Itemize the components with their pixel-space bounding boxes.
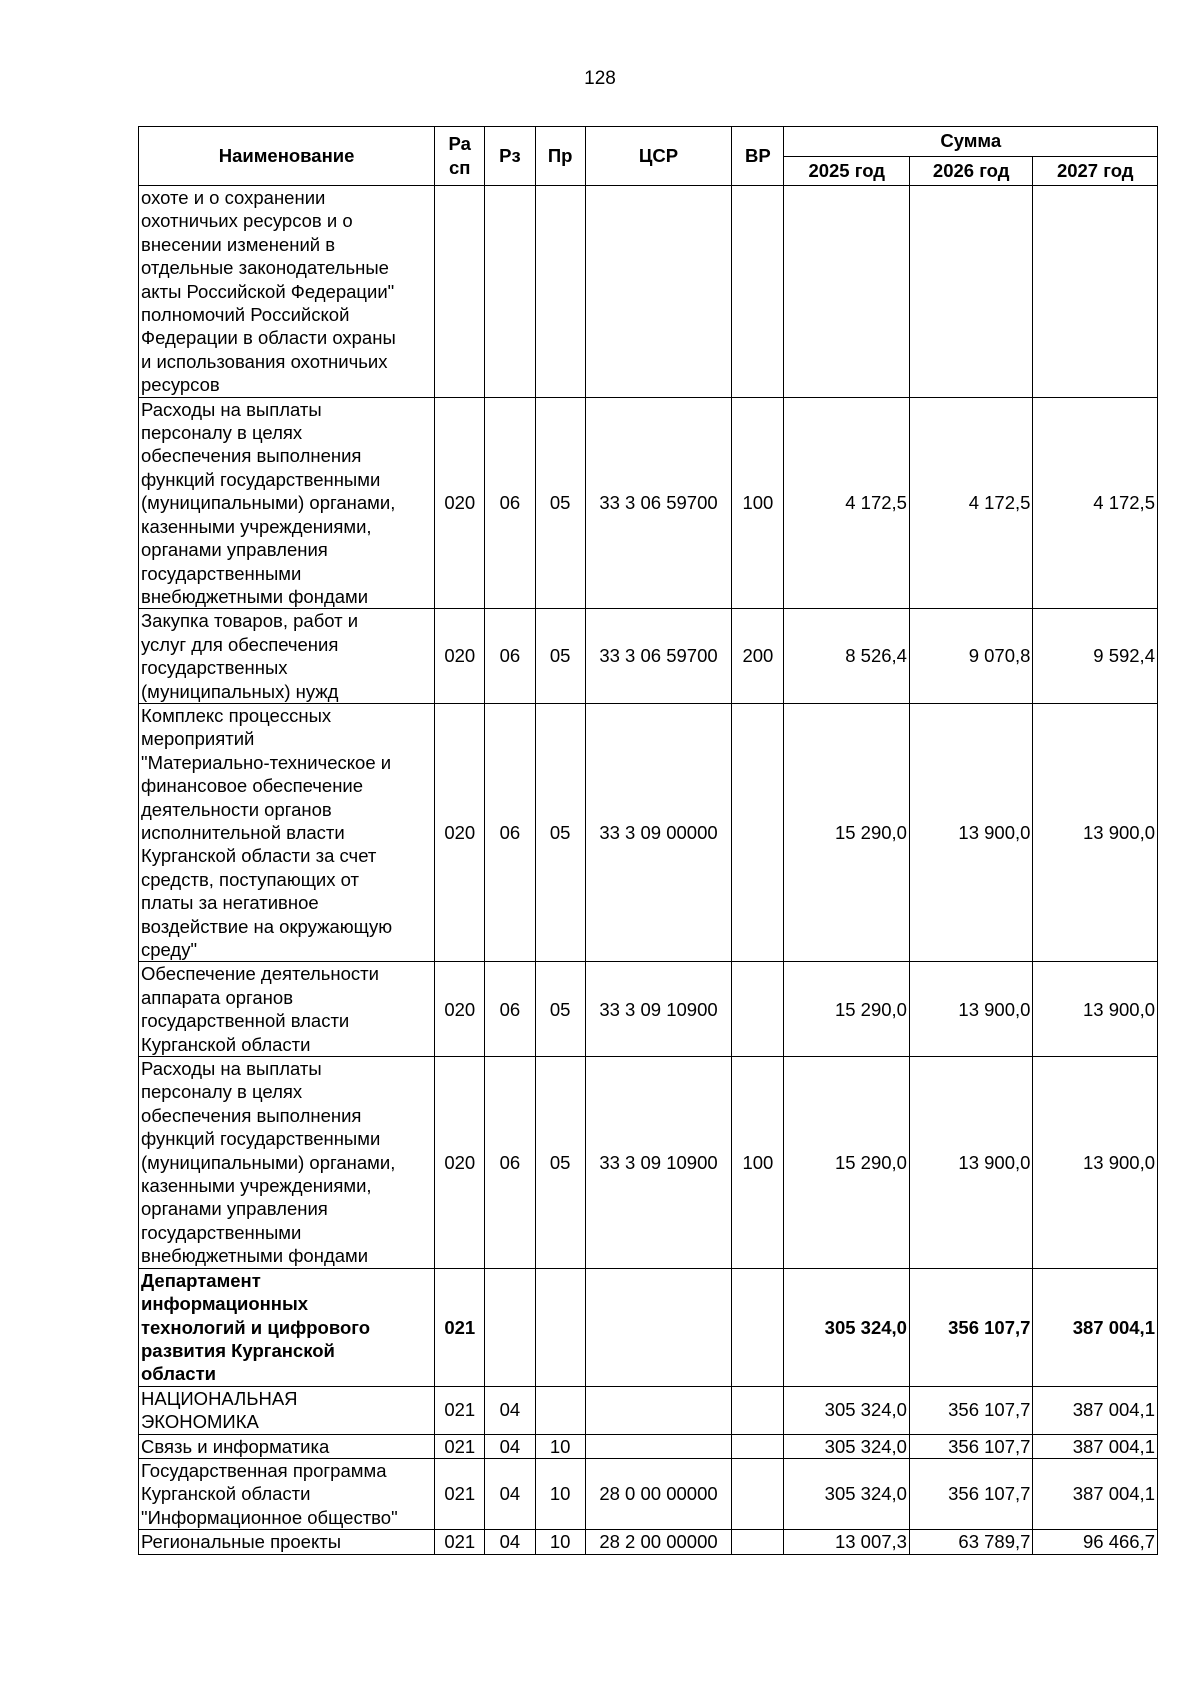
row-name-line: отдельные законодательные [141, 257, 389, 279]
row-name-line: внебюджетными фондами [141, 1245, 369, 1267]
row-sum-2025: 305 324,0 [784, 1458, 909, 1529]
row-rasp: 020 [435, 397, 485, 609]
row-pr: 05 [535, 397, 585, 609]
row-name-line: внесении изменений в [141, 233, 336, 255]
row-rz: 06 [485, 609, 535, 704]
row-name-line: функций государственными [141, 468, 381, 490]
row-sum-2027: 9 592,4 [1033, 609, 1158, 704]
row-csr: 33 3 09 10900 [585, 1057, 732, 1269]
row-sum-2026: 13 900,0 [909, 703, 1032, 961]
row-sum-2025 [784, 186, 909, 398]
row-csr: 28 2 00 00000 [585, 1530, 732, 1554]
row-vr [732, 1530, 784, 1554]
row-name-line: Обеспечение деятельности [141, 963, 379, 985]
row-name-line: Курганской области [141, 1033, 311, 1055]
row-rz: 04 [485, 1458, 535, 1529]
row-name [139, 186, 435, 398]
row-sum-2025: 4 172,5 [784, 397, 909, 609]
row-sum-2027: 387 004,1 [1033, 1434, 1158, 1458]
header-vr: ВР [732, 127, 784, 186]
row-name-line: Закупка товаров, работ и [141, 610, 359, 632]
page-number: 128 [584, 68, 616, 89]
row-name-line: органами управления [141, 539, 328, 561]
row-name [139, 397, 435, 609]
row-name-line: казенными учреждениями, [141, 515, 372, 537]
table-row [139, 1458, 1158, 1529]
row-name-line: Региональные проекты [141, 1531, 342, 1553]
row-name-line: (муниципальных) нужд [141, 680, 339, 702]
row-name-line: и использования охотничьих [141, 350, 388, 372]
row-name [139, 1458, 435, 1529]
row-name-line: персоналу в целях [141, 422, 303, 444]
row-name-line: Департамент [141, 1269, 261, 1291]
row-sum-2026: 356 107,7 [909, 1434, 1032, 1458]
header-year-2026: 2026 год [909, 156, 1032, 186]
row-sum-2026: 356 107,7 [909, 1386, 1032, 1434]
row-sum-2026: 356 107,7 [909, 1268, 1032, 1386]
row-sum-2026: 4 172,5 [909, 397, 1032, 609]
row-pr: 10 [535, 1434, 585, 1458]
row-sum-2027: 4 172,5 [1033, 397, 1158, 609]
row-name [139, 1386, 435, 1434]
row-name-line: Курганской области [141, 1483, 311, 1505]
row-name [139, 1268, 435, 1386]
row-sum-2025: 15 290,0 [784, 1057, 909, 1269]
row-name-line: информационных [141, 1293, 309, 1315]
table-row [139, 609, 1158, 704]
row-rasp: 021 [435, 1458, 485, 1529]
row-name-line: среду" [141, 939, 198, 960]
header-pr: Пр [535, 127, 585, 186]
row-rz [485, 186, 535, 398]
row-sum-2027 [1033, 186, 1158, 398]
row-name-line: области [141, 1363, 217, 1385]
row-csr [585, 1386, 732, 1434]
row-name [139, 962, 435, 1057]
row-vr: 100 [732, 1057, 784, 1269]
row-name-line: обеспечения выполнения [141, 445, 362, 467]
row-rasp: 020 [435, 962, 485, 1057]
row-name-line: Курганской области за счет [141, 845, 377, 867]
row-name-line: органами управления [141, 1198, 328, 1220]
row-name-line: воздействие на окружающую [141, 915, 393, 937]
table-row [139, 1057, 1158, 1269]
table-body [139, 186, 1158, 1555]
table-row [139, 1530, 1158, 1554]
row-name-line: Государственная программа [141, 1459, 387, 1481]
row-rasp: 020 [435, 1057, 485, 1269]
row-rz: 06 [485, 397, 535, 609]
row-rasp: 021 [435, 1434, 485, 1458]
row-pr [535, 186, 585, 398]
table-row [139, 397, 1158, 609]
row-sum-2025: 305 324,0 [784, 1386, 909, 1434]
row-name-line: (муниципальными) органами, [141, 492, 396, 514]
row-name-line: государственными [141, 562, 302, 584]
row-csr [585, 186, 732, 398]
row-name-line: Расходы на выплаты [141, 1058, 322, 1080]
table-row [139, 962, 1158, 1057]
row-name-line: мероприятий [141, 728, 255, 750]
row-sum-2025: 305 324,0 [784, 1268, 909, 1386]
row-sum-2027: 13 900,0 [1033, 703, 1158, 961]
row-sum-2026: 13 900,0 [909, 962, 1032, 1057]
table-row [139, 1386, 1158, 1434]
row-rz: 06 [485, 962, 535, 1057]
row-name [139, 1057, 435, 1269]
row-csr: 33 3 09 00000 [585, 703, 732, 961]
row-pr: 05 [535, 609, 585, 704]
row-csr: 33 3 09 10900 [585, 962, 732, 1057]
row-name [139, 703, 435, 961]
row-vr: 200 [732, 609, 784, 704]
row-sum-2027: 13 900,0 [1033, 962, 1158, 1057]
row-rz [485, 1268, 535, 1386]
row-name-line: развития Курганской [141, 1339, 335, 1361]
table-row [139, 703, 1158, 961]
row-name-line: ресурсов [141, 374, 220, 396]
row-vr [732, 703, 784, 961]
row-name-line: деятельности органов [141, 798, 332, 820]
header-rasp: Ра сп [435, 127, 485, 186]
row-name-line: полномочий Российской [141, 304, 350, 326]
row-pr: 05 [535, 703, 585, 961]
row-name [139, 609, 435, 704]
row-name-line: акты Российской Федерации" [141, 280, 395, 302]
row-pr [535, 1268, 585, 1386]
row-name-line: (муниципальными) органами, [141, 1151, 396, 1173]
row-rasp: 020 [435, 609, 485, 704]
row-name-line: внебюджетными фондами [141, 585, 369, 607]
row-rasp: 021 [435, 1530, 485, 1554]
row-name-line: "Материально-техническое и [141, 751, 392, 773]
row-name-line: государственных [141, 657, 288, 679]
row-csr: 33 3 06 59700 [585, 397, 732, 609]
row-name-line: технологий и цифрового [141, 1316, 371, 1338]
row-rasp [435, 186, 485, 398]
row-rasp: 021 [435, 1268, 485, 1386]
row-name-line: Связь и информатика [141, 1435, 330, 1457]
row-pr: 05 [535, 1057, 585, 1269]
row-name-line: ЭКОНОМИКА [141, 1411, 259, 1433]
header-csr: ЦСР [585, 127, 732, 186]
row-name-line: финансовое обеспечение [141, 775, 364, 797]
row-sum-2027: 13 900,0 [1033, 1057, 1158, 1269]
row-rz: 04 [485, 1434, 535, 1458]
row-name-line: аппарата органов [141, 986, 294, 1008]
row-vr [732, 962, 784, 1057]
row-sum-2026: 356 107,7 [909, 1458, 1032, 1529]
row-pr [535, 1386, 585, 1434]
row-pr: 05 [535, 962, 585, 1057]
table-row [139, 186, 1158, 398]
row-sum-2026 [909, 186, 1032, 398]
row-vr [732, 1268, 784, 1386]
row-csr: 33 3 06 59700 [585, 609, 732, 704]
row-vr [732, 1434, 784, 1458]
row-name-line: услуг для обеспечения [141, 633, 339, 655]
row-name-line: обеспечения выполнения [141, 1104, 362, 1126]
table-row [139, 1268, 1158, 1386]
row-sum-2026: 9 070,8 [909, 609, 1032, 704]
row-name-line: государственной власти [141, 1010, 350, 1032]
header-year-2027: 2027 год [1033, 156, 1158, 186]
row-sum-2027: 96 466,7 [1033, 1530, 1158, 1554]
budget-table [138, 126, 1158, 1555]
header-sum: Сумма [784, 127, 1158, 157]
row-name-line: Комплекс процессных [141, 704, 332, 726]
header-rz: Рз [485, 127, 535, 186]
row-pr: 10 [535, 1458, 585, 1529]
row-name-line: "Информационное общество" [141, 1506, 398, 1528]
row-sum-2026: 63 789,7 [909, 1530, 1032, 1554]
row-name-line: средств, поступающих от [141, 868, 360, 890]
row-csr [585, 1434, 732, 1458]
row-name-line: казенными учреждениями, [141, 1175, 372, 1197]
row-sum-2027: 387 004,1 [1033, 1458, 1158, 1529]
row-name-line: государственными [141, 1221, 302, 1243]
row-pr: 10 [535, 1530, 585, 1554]
row-rz: 06 [485, 1057, 535, 1269]
row-csr: 28 0 00 00000 [585, 1458, 732, 1529]
row-name-line: исполнительной власти [141, 821, 345, 843]
row-csr [585, 1268, 732, 1386]
row-sum-2025: 305 324,0 [784, 1434, 909, 1458]
header-name: Наименование [139, 127, 435, 186]
row-sum-2025: 15 290,0 [784, 703, 909, 961]
row-sum-2027: 387 004,1 [1033, 1386, 1158, 1434]
row-sum-2027: 387 004,1 [1033, 1268, 1158, 1386]
table-row [139, 1434, 1158, 1458]
row-sum-2025: 13 007,3 [784, 1530, 909, 1554]
header-year-2025: 2025 год [784, 156, 909, 186]
row-rasp: 020 [435, 703, 485, 961]
row-name [139, 1530, 435, 1554]
row-vr [732, 186, 784, 398]
row-name-line: Расходы на выплаты [141, 398, 322, 420]
row-name [139, 1434, 435, 1458]
row-name-line: охоте и о сохранении [141, 187, 326, 208]
row-name-line: НАЦИОНАЛЬНАЯ [141, 1387, 298, 1409]
row-sum-2026: 13 900,0 [909, 1057, 1032, 1269]
row-sum-2025: 8 526,4 [784, 609, 909, 704]
row-name-line: платы за негативное [141, 892, 319, 914]
row-name-line: функций государственными [141, 1128, 381, 1150]
row-vr [732, 1386, 784, 1434]
row-rz: 04 [485, 1386, 535, 1434]
row-rasp: 021 [435, 1386, 485, 1434]
row-sum-2025: 15 290,0 [784, 962, 909, 1057]
row-rz: 06 [485, 703, 535, 961]
row-vr [732, 1458, 784, 1529]
row-name-line: Федерации в области охраны [141, 327, 396, 349]
row-name-line: охотничьих ресурсов и о [141, 210, 353, 232]
row-name-line: персоналу в целях [141, 1081, 303, 1103]
row-rz: 04 [485, 1530, 535, 1554]
row-vr: 100 [732, 397, 784, 609]
